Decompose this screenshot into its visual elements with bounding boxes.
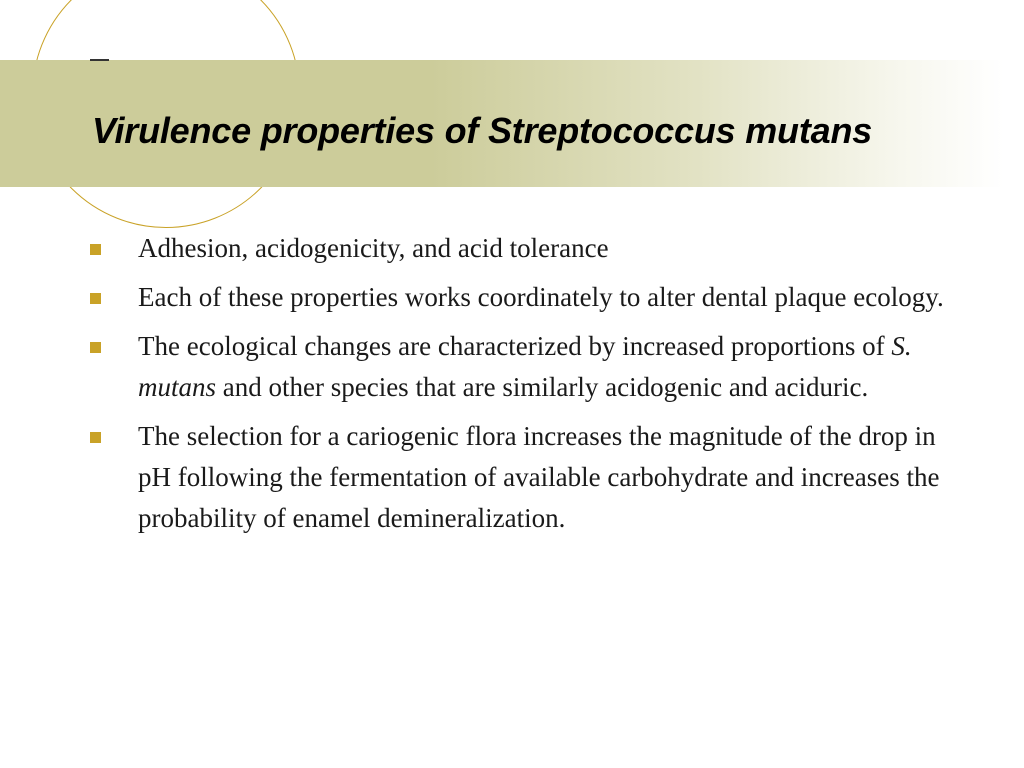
decorative-dash bbox=[90, 59, 109, 61]
bullet-text-4: The selection for a cariogenic flora increases the magnitude of the drop in pH following the fermentation of available carbohydrate and increases the probability of enamel demineralization. bbox=[138, 421, 940, 533]
square-bullet-icon bbox=[90, 244, 101, 255]
bullet-item-2 bbox=[0, 277, 1024, 318]
species-name-italic: S. mutans bbox=[138, 331, 912, 402]
bullet-list bbox=[0, 228, 1024, 547]
bullet-text-2: Each of these properties works coordinately to alter dental plaque ecology. bbox=[138, 282, 944, 312]
bullet-item-4 bbox=[0, 416, 1024, 539]
square-bullet-icon bbox=[90, 432, 101, 443]
slide-title: Virulence properties of Streptococcus mutans bbox=[92, 110, 873, 151]
square-bullet-icon bbox=[90, 293, 101, 304]
bullet-item-3 bbox=[0, 326, 1024, 408]
bullet-text-1: Adhesion, acidogenicity, and acid tolerance bbox=[138, 233, 609, 263]
bullet-text-3-before: The ecological changes are characterized by increased proportions of bbox=[138, 331, 892, 361]
square-bullet-icon bbox=[90, 342, 101, 353]
bullet-item-1 bbox=[0, 228, 1024, 269]
bullet-text-3-after: and other species that are similarly acidogenic and aciduric. bbox=[216, 372, 869, 402]
